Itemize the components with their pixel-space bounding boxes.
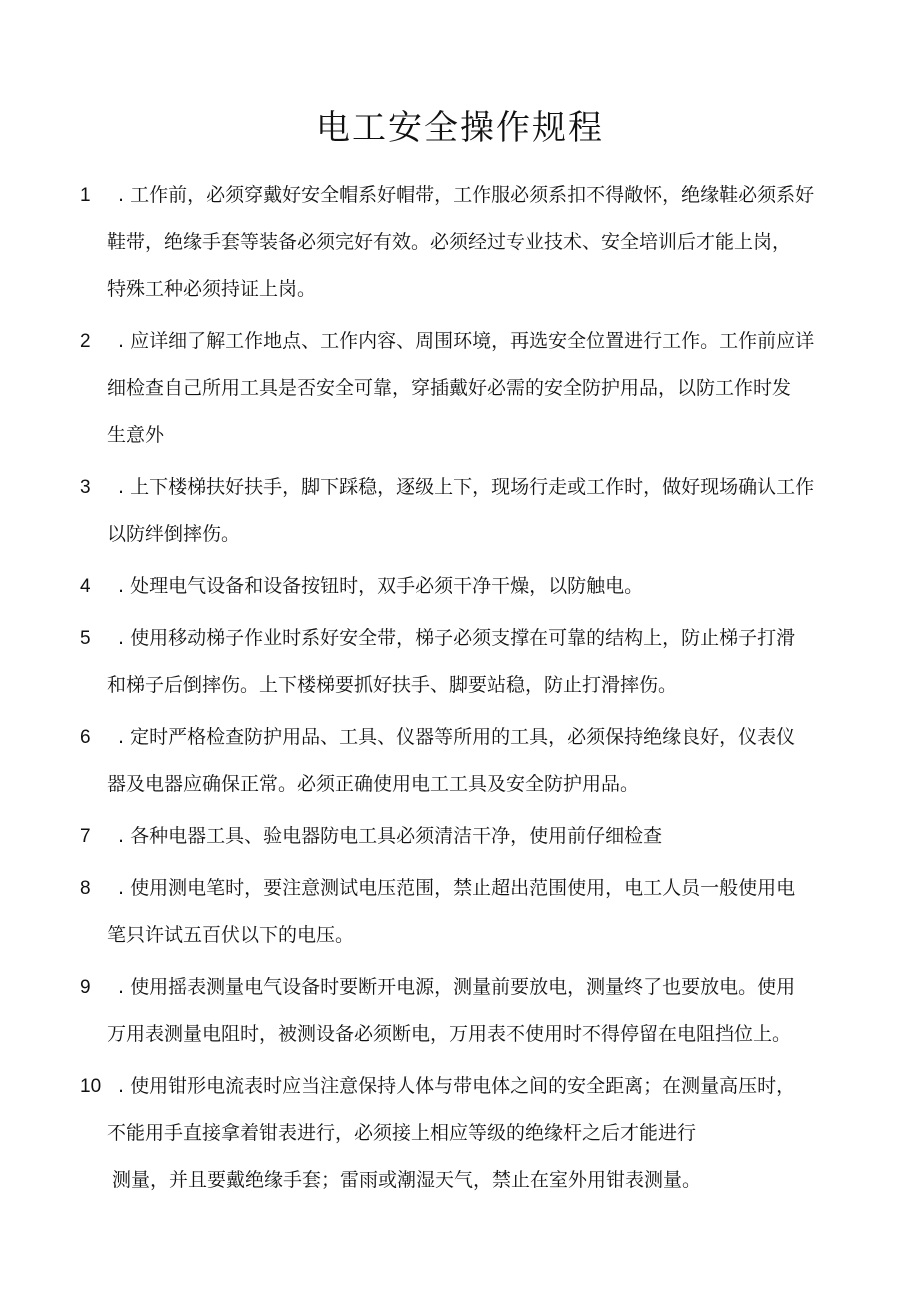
rule-text-line [0,662,920,709]
rule-number: 4 [80,576,91,597]
rule-text-line [0,412,920,459]
rule-text: 生意外 [107,424,165,446]
rule-text-first-line [0,172,920,219]
rule-text-line [0,266,920,313]
rule-text-first-line [0,318,920,365]
rule-item [0,714,920,808]
rule-text: . 处理电气设备和设备按钮时，双手必须干净干燥，以防触电。 [118,575,644,597]
rule-number: 3 [80,477,91,498]
rule-text-line [0,761,920,808]
rule-text-line [0,1110,920,1157]
rule-item [0,615,920,709]
rule-text-first-line [0,563,920,610]
rule-text: 测量，并且要戴绝缘手套；雷雨或潮湿天气，禁止在室外用钳表测量。 [112,1169,702,1191]
rule-text: . 各种电器工具、验电器防电工具必须清洁干净，使用前仔细检查 [118,825,663,847]
rule-number: 10 [80,1076,102,1097]
document-title: 电工安全操作规程 [316,108,604,148]
rule-item [0,865,920,959]
rule-text: . 使用摇表测量电气设备时要断开电源，测量前要放电，测量终了也要放电。使用 [118,976,796,998]
rule-text-first-line [0,464,920,511]
rule-item [0,464,920,558]
rule-text: 特殊工种必须持证上岗。 [107,278,317,300]
rule-text: . 定时严格检查防护用品、工具、仪器等所用的工具，必须保持绝缘良好，仪表仪 [118,726,796,748]
rule-text: . 应详细了解工作地点、工作内容、周围环境，再选安全位置进行工作。工作前应详 [118,330,815,352]
rule-text: . 使用钳形电流表时应当注意保持人体与带电体之间的安全距离；在测量高压时， [118,1075,796,1097]
rule-text-first-line [0,615,920,662]
rule-text-first-line [0,813,920,860]
rule-text: 不能用手直接拿着钳表进行，必须接上相应等级的绝缘杆之后才能进行 [107,1122,697,1144]
rule-text: 器及电器应确保正常。必须正确使用电工工具及安全防护用品。 [107,773,640,795]
rule-text-line [0,1011,920,1058]
rule-text: 以防绊倒摔伤。 [107,523,241,545]
rule-text-line [0,1157,920,1204]
rule-number: 6 [80,727,91,748]
rule-number: 1 [80,185,91,206]
rule-number: 5 [80,628,91,649]
rule-text-first-line [0,1063,920,1110]
rule-text: . 使用移动梯子作业时系好安全带，梯子必须支撑在可靠的结构上，防止梯子打滑 [118,627,796,649]
rule-number: 7 [80,826,91,847]
rule-text-first-line [0,865,920,912]
rule-text-line [0,365,920,412]
rule-item [0,964,920,1058]
rule-text: 和梯子后倒摔伤。上下楼梯要抓好扶手、脚要站稳，防止打滑摔伤。 [107,674,678,696]
rule-text: . 使用测电笔时，要注意测试电压范围，禁止超出范围使用，电工人员一般使用电 [118,877,796,899]
rule-item [0,172,920,313]
rule-text: 万用表测量电阻时，被测设备必须断电，万用表不使用时不得停留在电阻挡位上。 [107,1023,792,1045]
rule-text-line [0,511,920,558]
rule-item [0,813,920,860]
rule-text-line [0,912,920,959]
rule-item [0,563,920,610]
rule-text: 鞋带，绝缘手套等装备必须完好有效。必须经过专业技术、安全培训后才能上岗， [107,231,792,253]
rule-number: 9 [80,977,91,998]
rule-text: . 工作前，必须穿戴好安全帽系好帽带，工作服必须系扣不得敞怀，绝缘鞋必须系好 [118,184,815,206]
rule-text-first-line [0,714,920,761]
rule-text: 细检查自己所用工具是否安全可靠，穿插戴好必需的安全防护用品，以防工作时发 [107,377,792,399]
rule-text-line [0,219,920,266]
rule-number: 2 [80,331,91,352]
rule-text: . 上下楼梯扶好扶手，脚下踩稳，逐级上下，现场行走或工作时，做好现场确认工作 [118,476,815,498]
rule-item [0,318,920,459]
rule-number: 8 [80,878,91,899]
rules-list [0,172,920,1209]
rule-item [0,1063,920,1204]
rule-text: 笔只许试五百伏以下的电压。 [107,924,355,946]
rule-text-first-line [0,964,920,1011]
